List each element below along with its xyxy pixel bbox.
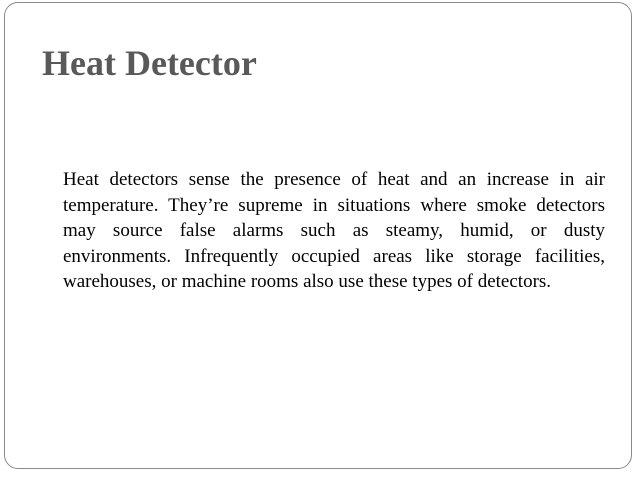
- slide-body-text: Heat detectors sense the presence of heat and an increase in air temperature. They’re supreme in situations where smoke detectors may source false alarms such as steamy, humid, or dusty environments. Infrequently occupied areas like storage facilities, warehouses, or machine rooms also use these types of detectors.: [63, 169, 605, 293]
- slide-title: Heat Detector: [42, 43, 257, 83]
- slide-frame: [4, 2, 632, 469]
